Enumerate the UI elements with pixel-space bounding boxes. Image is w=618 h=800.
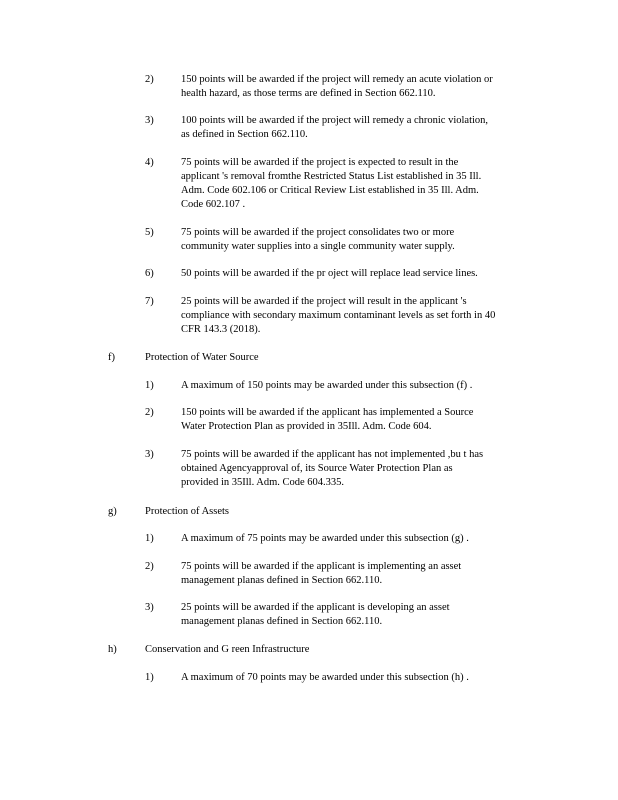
item-number: 2): [145, 407, 154, 418]
item-number: 5): [145, 227, 154, 238]
item-text: 50 points will be awarded if the pr oject will replace lead service lines.: [181, 268, 478, 279]
item-text: 150 points will be awarded if the applicant has implemented a Source Water Protection Plan as provided in 35Ill. Adm. Code 604.: [181, 407, 474, 432]
section-title: Protection of Water Source: [145, 352, 259, 363]
item-number: 4): [145, 157, 154, 168]
section-letter: g): [108, 506, 117, 517]
item-text: 150 points will be awarded if the project will remedy an acute violation or health hazard, as those terms are defined in Section 662.110.: [181, 74, 493, 99]
item-text: 75 points will be awarded if the project consolidates two or more community water supplies into a single community water supply.: [181, 227, 455, 252]
item-text: A maximum of 150 points may be awarded under this subsection (f) .: [181, 380, 473, 391]
section-title: Conservation and G reen Infrastructure: [145, 644, 310, 655]
item-number: 2): [145, 561, 154, 572]
item-number: 6): [145, 268, 154, 279]
section-letter: f): [108, 352, 115, 363]
item-text: 25 points will be awarded if the applicant is developing an asset management planas defined in Section 662.110.: [181, 602, 450, 627]
item-number: 3): [145, 449, 154, 460]
item-number: 1): [145, 672, 154, 683]
section-title: Protection of Assets: [145, 506, 229, 517]
item-number: 3): [145, 115, 154, 126]
item-text: A maximum of 75 points may be awarded under this subsection (g) .: [181, 533, 469, 544]
item-text: A maximum of 70 points may be awarded under this subsection (h) .: [181, 672, 469, 683]
section-letter: h): [108, 644, 117, 655]
item-text: 75 points will be awarded if the project is expected to result in the applicant 's removal fromthe Restricted Status List established in 35 Ill. Adm. Code 602.106 or Critical Review List established in 35 Ill. Adm. Code 602.107 .: [181, 157, 482, 210]
item-text: 100 points will be awarded if the project will remedy a chronic violation, as defined in Section 662.110.: [181, 115, 489, 140]
item-text: 25 points will be awarded if the project will result in the applicant 's compliance with secondary maximum contaminant levels as set forth in 40 CFR 143.3 (2018).: [181, 296, 496, 335]
item-number: 7): [145, 296, 154, 307]
item-text: 75 points will be awarded if the applicant is implementing an asset management planas defined in Section 662.110.: [181, 561, 462, 586]
item-number: 2): [145, 74, 154, 85]
item-number: 1): [145, 533, 154, 544]
item-number: 3): [145, 602, 154, 613]
item-text: 75 points will be awarded if the applicant has not implemented ,bu t has obtained Agencyapproval of, its Source Water Protection Plan as provided in 35Ill. Adm. Code 604.335.: [181, 449, 484, 488]
item-number: 1): [145, 380, 154, 391]
